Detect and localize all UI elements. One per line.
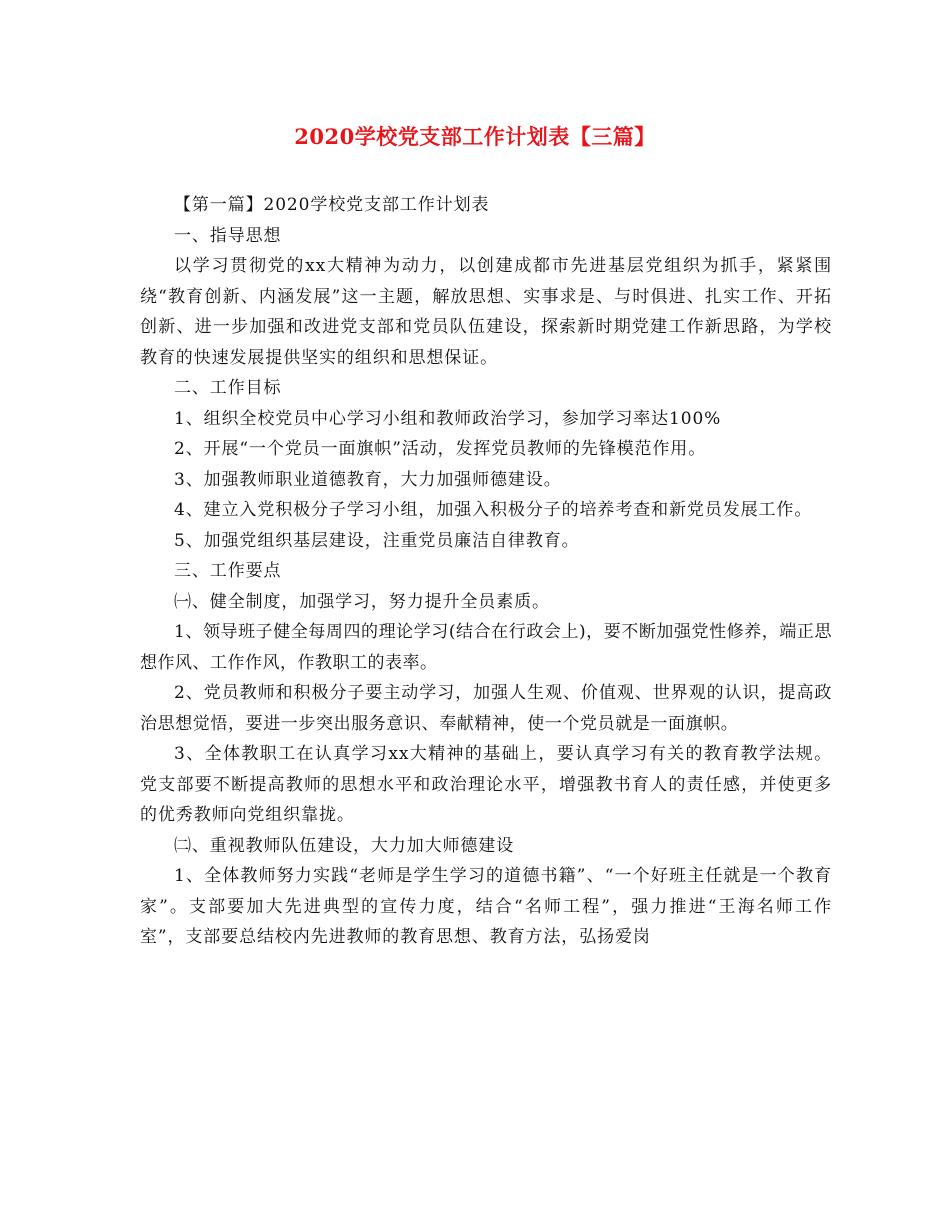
goal-item-3: 3、加强教师职业道德教育，大力加强师德建设。 — [174, 469, 562, 490]
goal-item-4: 4、建立入党积极分子学习小组，加强入积极分子的培养考查和新党员发展工作。 — [174, 500, 813, 520]
goal-item-1: 1、组织全校党员中心学习小组和教师政治学习，参加学习率达100% — [174, 408, 722, 429]
heading-guiding-ideology: 一、指导思想 — [174, 225, 282, 246]
goal-item-2: 2、开展“一个党员一面旗帜”活动，发挥党员教师的先锋模范作用。 — [174, 439, 707, 459]
subheading-teacher-team: ㈡、重视教师队伍建设，大力加大师德建设 — [174, 835, 515, 856]
heading-work-points: 三、工作要点 — [174, 561, 282, 581]
goal-item-5: 5、加强党组织基层建设，注重党员廉洁自律教育。 — [174, 530, 580, 551]
paragraph-guiding-ideology: 以学习贯彻党的xx大精神为动力，以创建成都市先进基层党组织为抓手，紧紧围绕“教育创新、内涵发展”这一主题，解放思想、实事求是、与时俱进、扎实工作、开拓创新、进一步加强和改进党支部和党员队伍建设，探索新时期党建工作新思路，为学校教育的快速发展提供坚实的组织和思想保证。 — [140, 256, 832, 368]
teacher-team-item-1: 1、全体教师努力实践“老师是学生学习的道德书籍”、“一个好班主任就是一个教育家”。支部要加大先进典型的宣传力度，结合“名师工程”，强力推进“王海名师工作室”，支部要总结校内先进教师的教育思想、教育方法，弘扬爱岗 — [140, 866, 832, 947]
point-item-2: 2、党员教师和积极分子要主动学习，加强人生观、价值观、世界观的认识，提高政治思想觉悟，要进一步突出服务意识、奉献精神，使一个党员就是一面旗帜。 — [140, 683, 832, 734]
section-heading-first-article: 【第一篇】2020学校党支部工作计划表 — [174, 195, 490, 215]
point-item-1: 1、领导班子健全每周四的理论学习(结合在行政会上)，要不断加强党性修养，端正思想作风、工作作风，作教职工的表率。 — [140, 622, 832, 673]
subheading-system-study: ㈠、健全制度，加强学习，努力提升全员素质。 — [174, 591, 550, 612]
heading-work-goals: 二、工作目标 — [174, 378, 282, 398]
document-title: 2020学校党支部工作计划表【三篇】 — [294, 124, 656, 149]
document-body — [140, 190, 832, 953]
point-item-3: 3、全体教职工在认真学习xx大精神的基础上，要认真学习有关的教育教学法规。党支部要不断提高教师的思想水平和政治理论水平，增强教书育人的责任感，并使更多的优秀教师向党组织靠拢。 — [140, 744, 832, 825]
